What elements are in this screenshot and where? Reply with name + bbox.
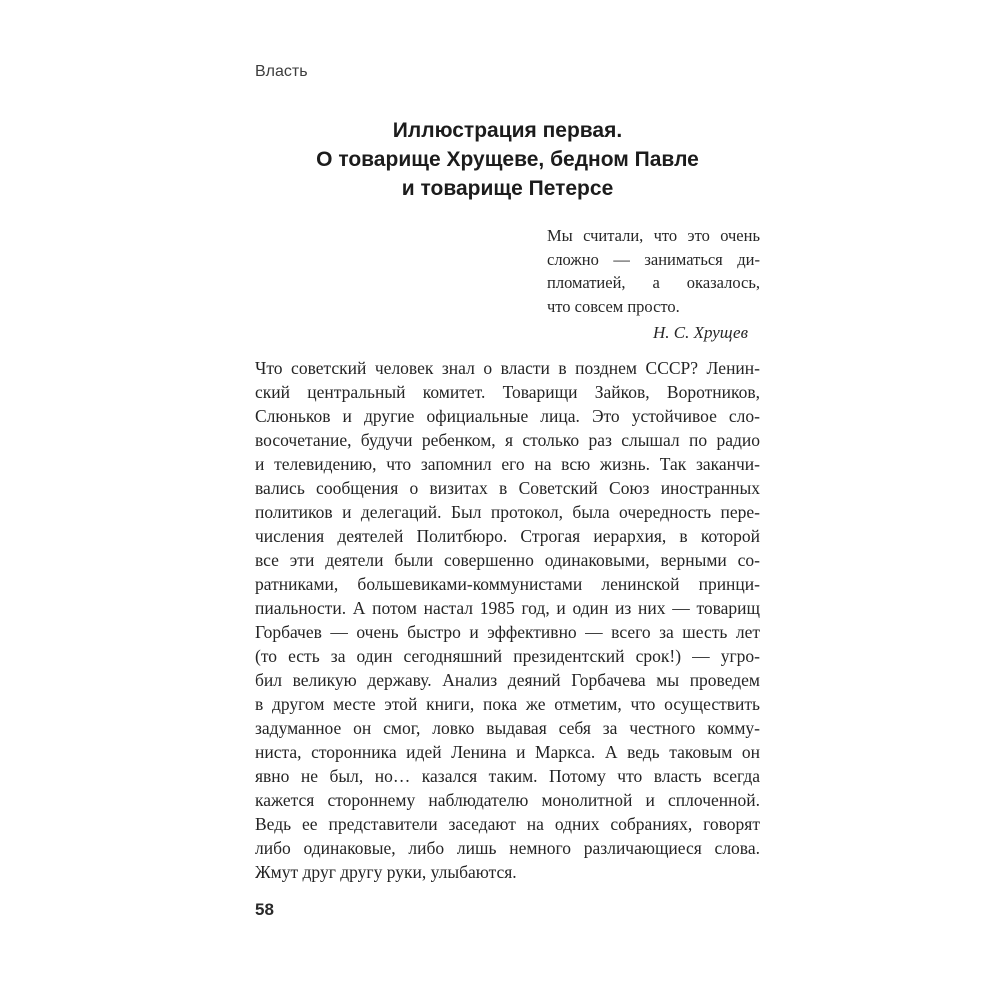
epigraph-text-line: что совсем просто. — [547, 296, 680, 316]
body-text-line: ратниками, большевиками-коммунистами ленинской принци- — [255, 574, 760, 594]
body-text-line: ниста, сторонника идей Ленина и Маркса. А ведь таковым он — [255, 742, 760, 762]
body-text-line: в другом месте этой книги, пока же отметим, что осуществить — [255, 694, 760, 714]
body-text-line: политиков и делегаций. Был протокол, была очередность пере- — [255, 502, 760, 522]
body-text-line: Слюньков и другие официальные лица. Это устойчивое сло- — [255, 406, 760, 426]
body-text-line: явно не был, но… казался таким. Потому что власть всегда — [255, 766, 760, 786]
body-text-line: либо одинаковые, либо лишь немного различающиеся слова. — [255, 838, 760, 858]
body-text-line: бил великую державу. Анализ деяний Горбачева мы проведем — [255, 670, 760, 690]
body-text-line: Что советский человек знал о власти в позднем СССР? Ленин- — [255, 358, 760, 378]
body-text-line: числения деятелей Политбюро. Строгая иерархия, в которой — [255, 526, 760, 546]
chapter-heading-line: Иллюстрация первая. — [392, 119, 623, 142]
body-text-line: кажется стороннему наблюдателю монолитной и сплоченной. — [255, 790, 760, 810]
body-text-line: все эти деятели были совершенно одинаковыми, верными со- — [255, 550, 760, 570]
body-text — [255, 356, 760, 884]
epigraph-text-line: сложно — заниматься ди- — [547, 249, 760, 269]
epigraph-text-line: пломатией, а оказалось, — [547, 273, 760, 292]
body-text-line: и телевидению, что запомнил его на всю жизнь. Так заканчи- — [255, 454, 760, 474]
chapter-heading-line: О товарище Хрущеве, бедном Павле — [316, 148, 699, 171]
body-text-line: Ведь ее представители заседают на одних собраниях, говорят — [255, 814, 760, 834]
chapter-heading-line: и товарище Петерсе — [401, 177, 614, 200]
epigraph — [255, 224, 760, 344]
body-text-line: (то есть за один сегодняшний президентский срок!) — угро- — [255, 646, 760, 666]
page-number: 58 — [255, 900, 274, 919]
body-text-line: вались сообщения о визитах в Советский Союз иностранных — [255, 478, 760, 498]
epigraph-attribution: Н. С. Хрущев — [652, 323, 748, 342]
chapter-heading — [255, 116, 760, 203]
epigraph-text-line: Мы считали, что это очень — [547, 226, 760, 245]
body-text-line: пиальности. А потом настал 1985 год, и один из них — товарищ — [255, 598, 760, 618]
body-text-line: восочетание, будучи ребенком, я столько раз слышал по радио — [255, 430, 760, 450]
running-header: Власть — [255, 63, 308, 80]
epigraph-text — [547, 224, 760, 318]
body-text-line: Горбачев — очень быстро и эффективно — всего за шесть лет — [255, 622, 760, 642]
body-text-line: задуманное он смог, ловко выдавая себя за честного комму- — [255, 718, 760, 738]
body-text-line: Жмут друг другу руки, улыбаются. — [255, 862, 517, 882]
body-text-line: ский центральный комитет. Товарищи Зайков, Воротников, — [255, 382, 760, 402]
